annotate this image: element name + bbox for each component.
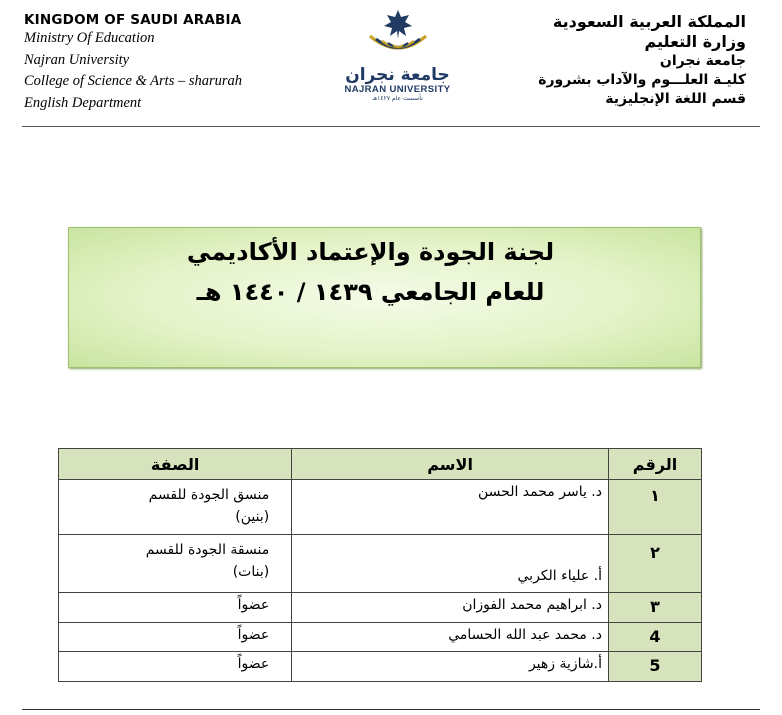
member-name: أ. علياء الكربي <box>292 535 609 593</box>
role-line-1: منسق الجودة للقسم <box>148 487 270 503</box>
row-number: ١ <box>609 480 702 535</box>
english-ministry: Ministry Of Education <box>24 30 155 46</box>
table-header-row <box>59 449 702 480</box>
member-role <box>59 535 292 593</box>
arabic-ministry: وزارة التعليم <box>644 32 746 51</box>
member-name: د. ابراهيم محمد الفوزان <box>292 593 609 623</box>
table-row <box>59 652 702 682</box>
committee-title-box <box>68 227 701 368</box>
logo-tagline: تأسست عام ١٤٢٧هـ <box>372 95 423 102</box>
star-emblem-icon <box>366 8 430 66</box>
arabic-header <box>426 12 746 109</box>
member-name: د. ياسر محمد الحسن <box>292 480 609 535</box>
english-kingdom: KINGDOM OF SAUDI ARABIA <box>24 12 242 28</box>
member-role <box>59 480 292 535</box>
role-line-2: (بنين) <box>235 509 270 525</box>
table-row <box>59 593 702 623</box>
table-row <box>59 480 702 535</box>
logo-english-name: NAJRAN UNIVERSITY <box>344 84 451 95</box>
table-row <box>59 535 702 593</box>
arabic-department: قسم اللغة الإنجليزية <box>605 91 746 107</box>
footer-divider <box>22 709 760 710</box>
english-header <box>24 12 324 114</box>
member-role: عضواً <box>59 623 292 652</box>
arabic-college: كليـة العلـــوم والآداب بشرورة <box>538 72 746 88</box>
member-name: د. محمد عبد الله الحسامي <box>292 623 609 652</box>
header-role: الصفة <box>59 449 292 480</box>
row-number: 5 <box>609 652 702 682</box>
row-number: ٣ <box>609 593 702 623</box>
arabic-kingdom: المملكة العربية السعودية <box>552 12 746 31</box>
member-role: عضواً <box>59 593 292 623</box>
arabic-university: جامعة نجران <box>659 53 746 69</box>
english-college: College of Science & Arts – sharurah <box>24 73 243 89</box>
role-line-1: منسقة الجودة للقسم <box>145 542 270 558</box>
header-name: الاسم <box>292 449 609 480</box>
header-divider <box>22 126 760 127</box>
header-number: الرقم <box>609 449 702 480</box>
table-row <box>59 623 702 652</box>
logo-arabic-name: جامعة نجران <box>345 65 450 85</box>
academic-year: للعام الجامعي ١٤٣٩ / ١٤٤٠ هـ <box>196 278 545 306</box>
english-department: English Department <box>24 94 142 111</box>
role-line-2: (بنات) <box>232 564 270 580</box>
english-university: Najran University <box>24 51 130 68</box>
committee-title: لجنة الجودة والإعتماد الأكاديمي <box>186 238 555 266</box>
member-role: عضواً <box>59 652 292 682</box>
member-name: أ.شازية زهير <box>292 652 609 682</box>
members-table <box>58 448 702 682</box>
row-number: 4 <box>609 623 702 652</box>
row-number: ٢ <box>609 535 702 593</box>
